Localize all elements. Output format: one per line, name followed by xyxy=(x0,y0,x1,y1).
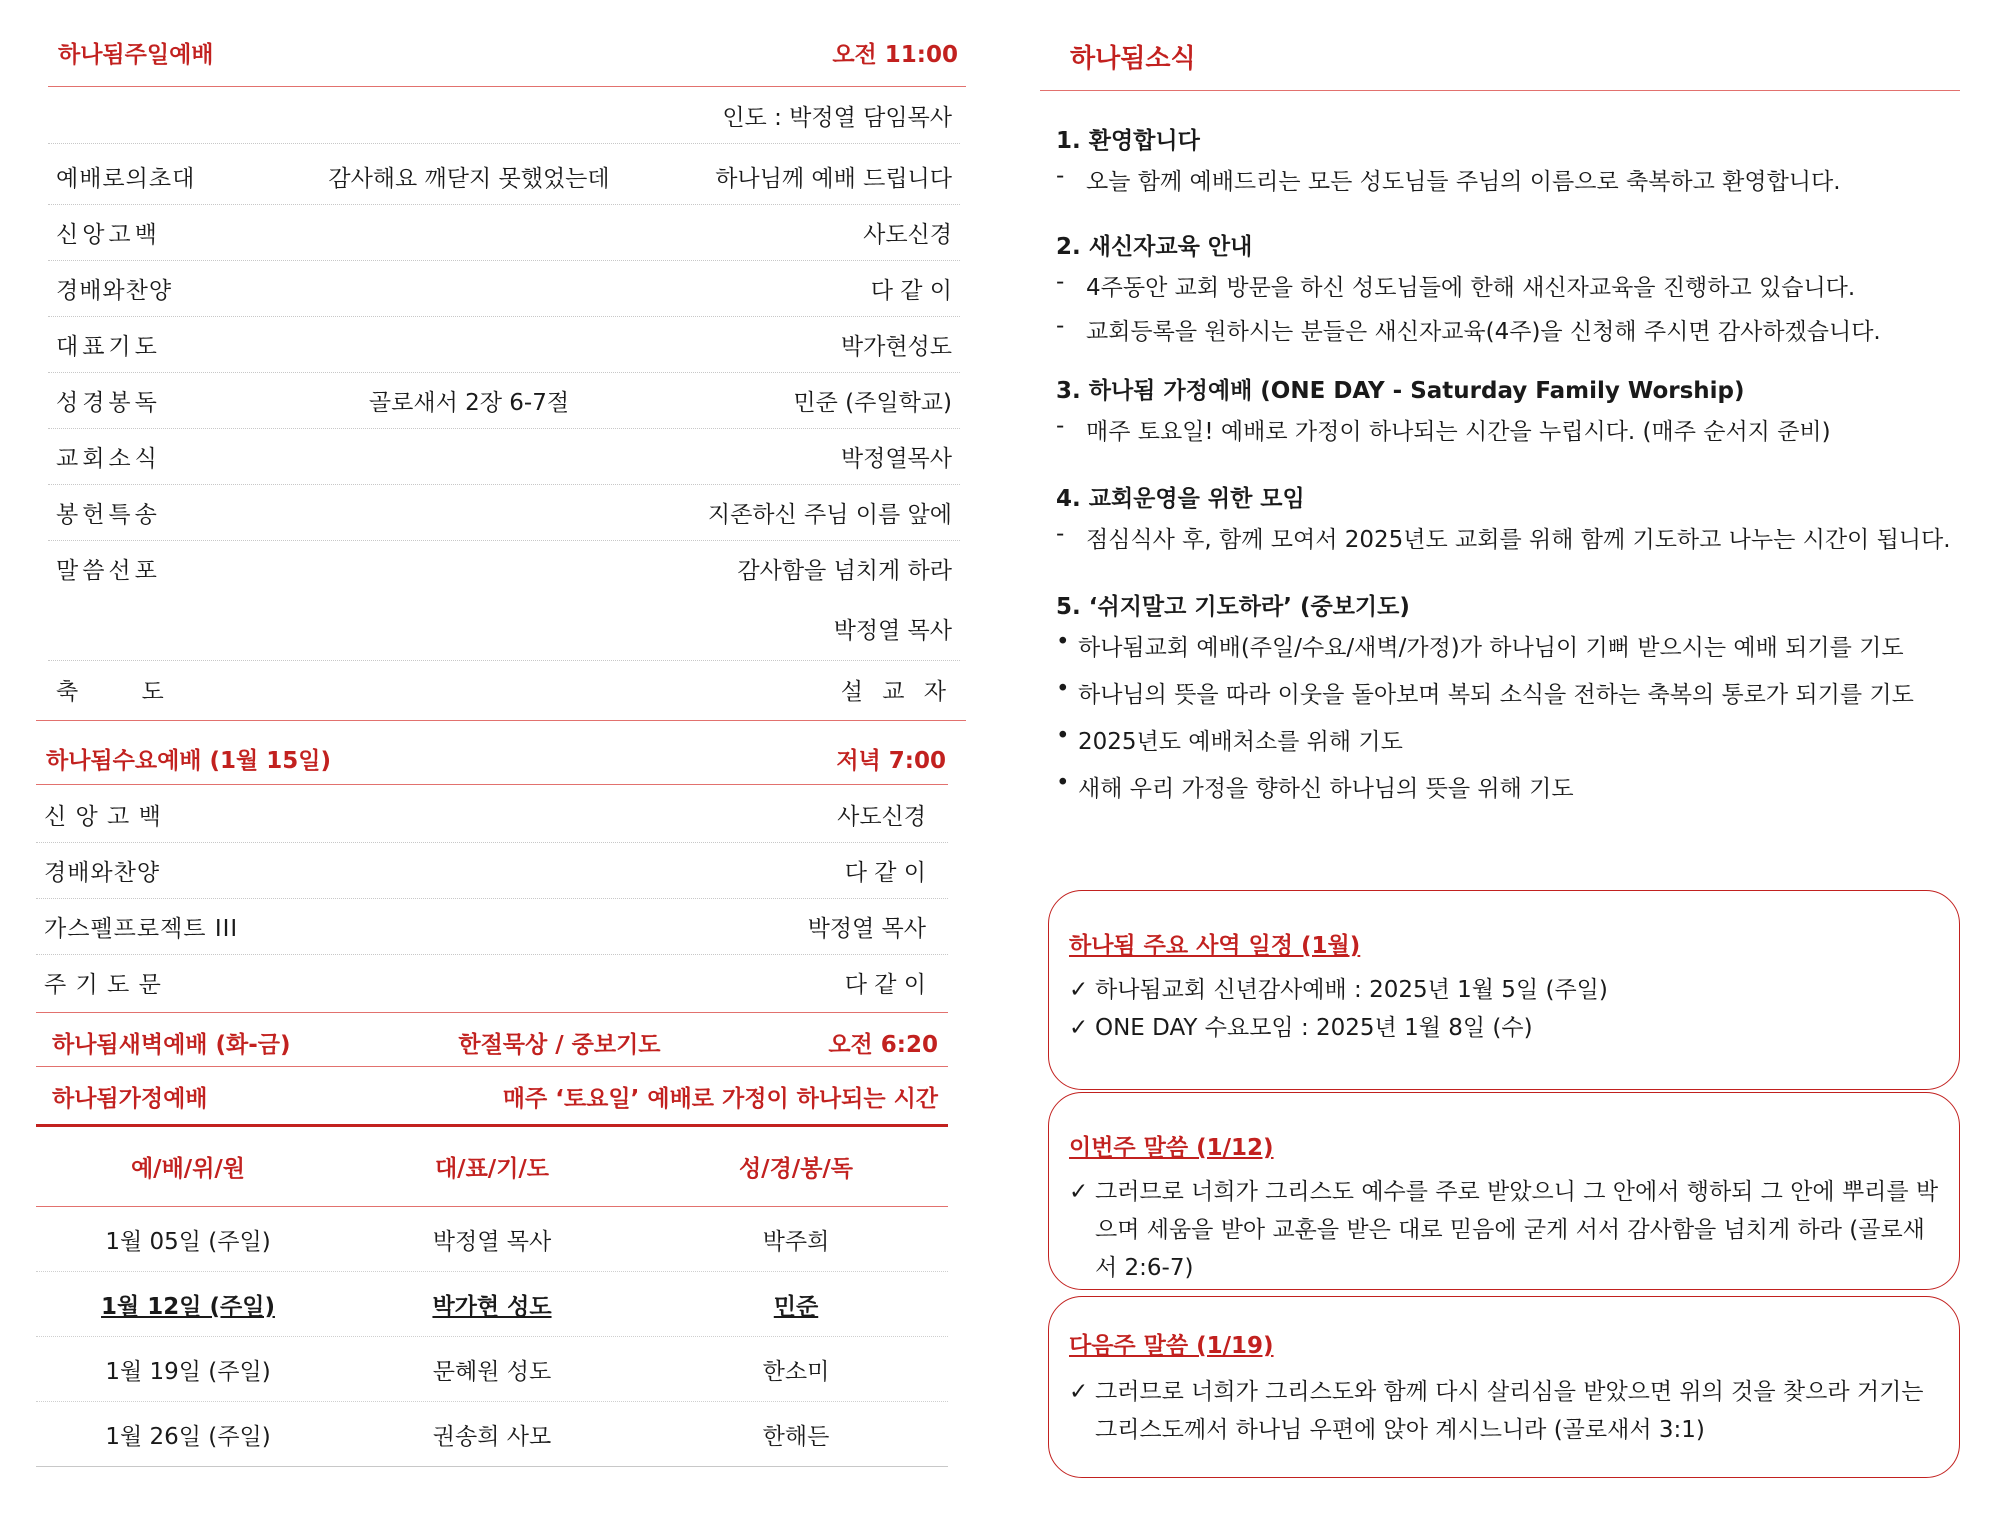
table-cell: 박가현 성도 xyxy=(432,1293,552,1320)
table-cell: 1월 12일 (주일) xyxy=(101,1293,275,1320)
family-service-title: 하나됨가정예배 xyxy=(52,1086,208,1112)
table-cell: 한해든 xyxy=(762,1423,830,1450)
order-leader: 감사함을 넘치게 하라 xyxy=(737,557,952,584)
family-service-desc: 매주 ‘토요일’ 예배로 가정이 하나되는 시간 xyxy=(502,1086,938,1112)
order-leader: 다 같 이 xyxy=(844,971,926,998)
news-column xyxy=(1040,0,1996,1536)
dash-marker: - xyxy=(1056,269,1065,295)
dawn-service-header xyxy=(52,1026,938,1059)
order-leader: 사도신경 xyxy=(863,221,952,248)
table-cell: 권송희 사모 xyxy=(432,1423,552,1450)
table-cell: 한소미 xyxy=(762,1358,830,1385)
table-row-current xyxy=(36,1272,948,1337)
news-item-line: • 하나됨교회 예배(주일/수요/새벽/가정)가 하나님이 기뻐 받으시는 예배 되기를 기도 xyxy=(1056,629,1904,661)
wednesday-service-time: 저녁 7:00 xyxy=(836,748,946,774)
wednesday-service-header xyxy=(46,742,946,775)
dawn-service-time: 오전 6:20 xyxy=(828,1032,938,1058)
table-row xyxy=(36,1337,948,1402)
box-title: 하나됨 주요 사역 일정 (1월) xyxy=(1069,933,1361,959)
news-item-title: 3. 하나됨 가정예배 (ONE DAY - Saturday Family Worship) xyxy=(1056,378,1745,404)
sunday-service-time: 오전 11:00 xyxy=(832,42,958,68)
table-row xyxy=(36,1207,948,1272)
column-header: 대/표/기/도 xyxy=(434,1155,550,1182)
check-icon: ✓ xyxy=(1069,1379,1089,1405)
wednesday-row xyxy=(36,898,948,955)
news-item-line: - 교회등록을 원하시는 분들은 새신자교육(4주)을 신청해 주시면 감사하겠습니다. xyxy=(1056,313,1881,345)
bullet-marker: • xyxy=(1056,676,1070,702)
order-leader: 박가현성도 xyxy=(840,333,952,360)
order-detail: 골로새서 2장 6-7절 xyxy=(368,389,570,416)
order-leader: 하나님께 예배 드립니다 xyxy=(715,165,952,192)
order-item: 경배와찬양 xyxy=(44,859,161,886)
news-item-title: 4. 교회운영을 위한 모임 xyxy=(1056,486,1305,512)
table-cell: 민준 xyxy=(773,1293,819,1320)
sunday-service-title: 하나됨주일예배 xyxy=(58,42,214,68)
order-item: 봉헌특송 xyxy=(56,501,161,528)
order-row-praise xyxy=(48,260,960,317)
dawn-service-middle: 한절묵상 / 중보기도 xyxy=(458,1032,661,1058)
order-leader: 민준 (주일학교) xyxy=(793,389,952,416)
news-item-meeting xyxy=(1056,480,1956,565)
dash-marker: - xyxy=(1056,521,1065,547)
news-item-newcomer xyxy=(1056,228,1956,357)
table-cell: 1월 26일 (주일) xyxy=(105,1423,271,1450)
sunday-service-header xyxy=(58,36,958,69)
order-item: 말씀선포 xyxy=(56,557,161,584)
table-cell: 1월 05일 (주일) xyxy=(105,1228,271,1255)
news-item-line: • 2025년도 예배처소를 위해 기도 xyxy=(1056,723,1403,755)
news-item-title: 5. ‘쉬지말고 기도하라’ (중보기도) xyxy=(1056,594,1410,620)
duty-table xyxy=(36,1126,948,1467)
box-line: ✓ 그러므로 너희가 그리스도와 함께 다시 살리심을 받았으면 위의 것을 찾으라 거기는 그리스도께서 하나님 우편에 앉아 계시느니라 (골로새서 3:1) xyxy=(1069,1373,1939,1449)
order-row-offering xyxy=(48,484,960,541)
news-item-welcome xyxy=(1056,122,1956,207)
table-row xyxy=(36,1402,948,1467)
news-item-title: 1. 환영합니다 xyxy=(1056,128,1200,154)
order-row-sermon xyxy=(48,540,960,596)
order-leader: 지존하신 주님 이름 앞에 xyxy=(707,501,952,528)
news-item-line: - 4주동안 교회 방문을 하신 성도님들에 한해 새신자교육을 진행하고 있습니다. xyxy=(1056,269,1856,301)
box-title: 다음주 말씀 (1/19) xyxy=(1069,1333,1274,1359)
bullet-marker: • xyxy=(1056,770,1070,796)
column-header: 성/경/봉/독 xyxy=(738,1155,854,1182)
divider xyxy=(36,720,966,721)
bullet-marker: • xyxy=(1056,629,1070,655)
dash-marker: - xyxy=(1056,163,1065,189)
family-service-header xyxy=(52,1080,938,1113)
table-cell: 1월 19일 (주일) xyxy=(105,1358,271,1385)
wednesday-row xyxy=(36,954,948,1010)
table-cell: 박정열 목사 xyxy=(432,1228,552,1255)
dash-marker: - xyxy=(1056,313,1065,339)
order-item: 교회소식 xyxy=(56,445,161,472)
order-row-scripture xyxy=(48,372,960,429)
divider xyxy=(1040,90,1960,91)
news-item-family-worship xyxy=(1056,372,1956,457)
box-line: ✓ ONE DAY 수요모임 : 2025년 1월 8일 (수) xyxy=(1069,1009,1939,1047)
news-item-line: • 하나님의 뜻을 따라 이웃을 돌아보며 복되 소식을 전하는 축복의 통로가 되기를 기도 xyxy=(1056,676,1914,708)
table-cell: 박주희 xyxy=(762,1228,830,1255)
order-leader: 박정열 목사 xyxy=(807,915,926,942)
divider xyxy=(36,1012,948,1013)
news-item-line: - 오늘 함께 예배드리는 모든 성도님들 주님의 이름으로 축복하고 환영합니다. xyxy=(1056,163,1841,195)
check-icon: ✓ xyxy=(1069,1015,1089,1041)
wednesday-service-title: 하나됨수요예배 (1월 15일) xyxy=(46,748,332,774)
wednesday-row xyxy=(36,786,948,843)
leader-row xyxy=(48,87,960,144)
order-item: 신앙고백 xyxy=(56,221,161,248)
news-item-title: 2. 새신자교육 안내 xyxy=(1056,234,1253,260)
order-item: 가스펠프로젝트 III xyxy=(44,915,239,942)
order-leader: 다 같 이 xyxy=(870,277,952,304)
leader-text: 인도 : 박정열 담임목사 xyxy=(722,104,952,131)
order-item: 성경봉독 xyxy=(56,389,161,416)
box-line: ✓ 그러므로 너희가 그리스도 예수를 주로 받았으니 그 안에서 행하되 그 안에 뿌리를 박으며 세움을 받아 교훈을 받은 대로 믿음에 굳게 서서 감사함을 넘치게 하라 (골로새서 2:6-7) xyxy=(1069,1173,1939,1287)
order-leader: 사도신경 xyxy=(837,803,926,830)
divider xyxy=(36,1066,948,1067)
order-item: 주 기 도 문 xyxy=(44,971,162,998)
news-item-line: - 매주 토요일! 예배로 가정이 하나되는 시간을 누립시다. (매주 순서지 준비) xyxy=(1056,413,1831,445)
order-detail: 감사해요 깨닫지 못했었는데 xyxy=(328,165,610,192)
news-item-prayer xyxy=(1056,588,1956,817)
order-item: 축 도 xyxy=(56,678,192,705)
news-title: 하나됨소식 xyxy=(1070,44,1196,74)
table-header xyxy=(36,1126,948,1207)
box-title: 이번주 말씀 (1/12) xyxy=(1069,1135,1274,1161)
check-icon: ✓ xyxy=(1069,977,1089,1003)
order-row-benediction xyxy=(48,661,960,717)
order-leader: 설 교 자 xyxy=(840,678,952,705)
bullet-marker: • xyxy=(1056,723,1070,749)
wednesday-row xyxy=(36,842,948,899)
order-item: 예배로의초대 xyxy=(56,165,196,192)
order-leader: 박정열목사 xyxy=(840,445,952,472)
check-icon: ✓ xyxy=(1069,1179,1089,1205)
order-leader: 다 같 이 xyxy=(844,859,926,886)
next-week-verse-box xyxy=(1048,1296,1960,1478)
divider xyxy=(36,784,948,785)
order-item: 대표기도 xyxy=(56,333,161,360)
order-item: 경배와찬양 xyxy=(56,277,173,304)
order-item: 신 앙 고 백 xyxy=(44,803,162,830)
this-week-verse-box xyxy=(1048,1092,1960,1290)
dawn-service-title: 하나됨새벽예배 (화-금) xyxy=(52,1032,291,1058)
order-row-news xyxy=(48,428,960,485)
order-row-invitation xyxy=(48,148,960,205)
table-cell: 문혜원 성도 xyxy=(432,1358,552,1385)
schedule-box xyxy=(1048,890,1960,1090)
dash-marker: - xyxy=(1056,413,1065,439)
news-item-line: - 점심식사 후, 함께 모여서 2025년도 교회를 위해 함께 기도하고 나누는 시간이 됩니다. xyxy=(1056,521,1951,553)
order-row-prayer xyxy=(48,316,960,373)
column-header: 예/배/위/원 xyxy=(130,1155,246,1182)
order-row-preacher xyxy=(48,596,960,661)
box-line: ✓ 하나됨교회 신년감사예배 : 2025년 1월 5일 (주일) xyxy=(1069,971,1939,1009)
order-row-creed xyxy=(48,204,960,261)
order-leader: 박정열 목사 xyxy=(833,617,952,644)
news-item-line: • 새해 우리 가정을 향하신 하나님의 뜻을 위해 기도 xyxy=(1056,770,1574,802)
